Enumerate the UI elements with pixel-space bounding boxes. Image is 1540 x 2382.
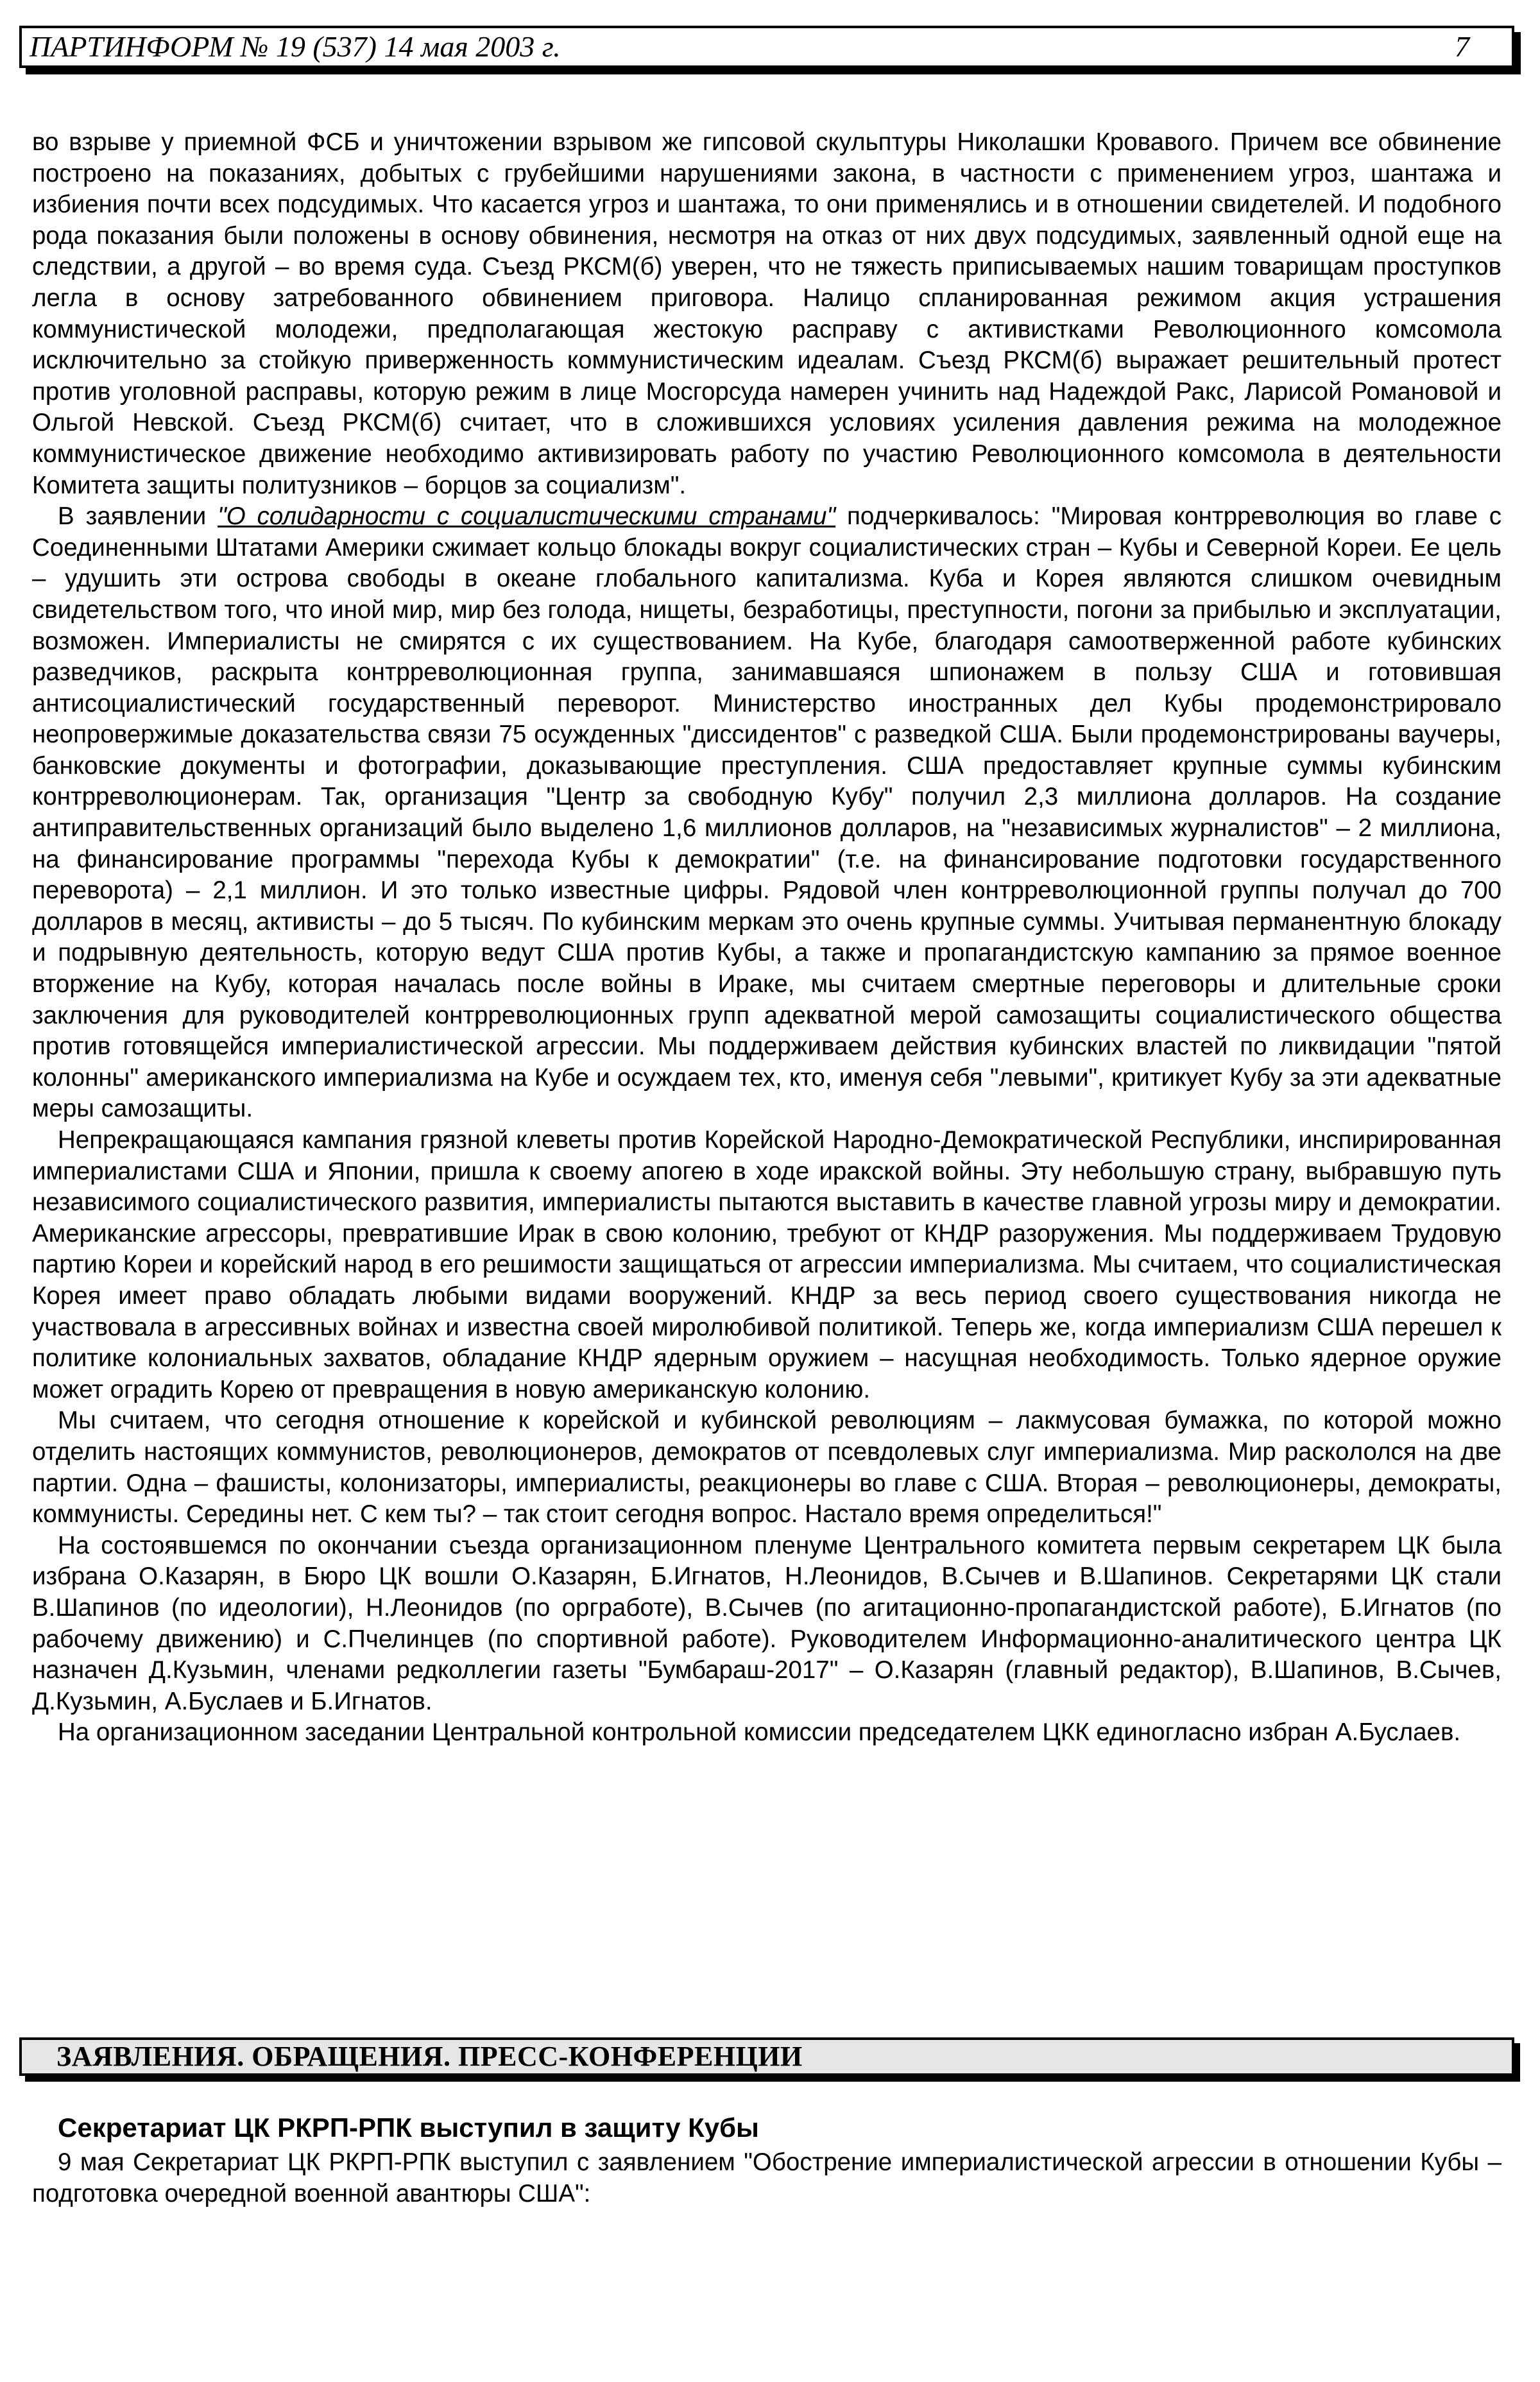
paragraph-text: подчеркивалось: "Мировая контрреволюция во главе с Соединенными Штатами Америки сжимает кольцо блокады вокруг социалистических стран – Кубы и Северной Кореи. Ее цель – удушить эти острова свободы в океане глобального капитализма. Куба и Корея являются слишком очевидным свидетельством того, что иной мир, мир без голода, нищеты, безработицы, преступности, погони за прибылью и эксплуатации, возможен. Империалисты не смирятся с их существованием. На Кубе, благодаря самоотверженной работе кубинских разведчиков, раскрыта контрреволюционная группа, занимавшаяся шпионажем в пользу США и готовившая антисоциалистический государственный переворот. Министерство иностранных дел Кубы продемонстрировало неопровержимые доказательства связи 75 осужденных "диссидентов" с разведкой США. Были продемонстрированы ваучеры, банковские документы и фотографии, доказывающие преступления. США предоставляет крупные суммы кубинским контрреволюционерам. Так, организация "Центр за свободную Кубу" получил 2,3 миллиона долларов. На создание антиправительственных организаций было выделено 1,6 миллионов долларов, на "независимых журналистов" – 2 миллиона, на финансирование программы "перехода Кубы к демократии" (т.е. на финансирование подготовки государственного переворота) – 2,1 миллион. И это только известные цифры. Рядовой член контрреволюционной группы получал до 700 долларов в месяц, активисты – до 5 тысяч. По кубинским меркам это очень крупные суммы. Учитывая перманентную блокаду и подрывную деятельность, которую ведут США против Кубы, а также и пропагандистскую кампанию за прямое военное вторжение на Кубу, которая началась после войны в Ираке, мы считаем смертные переговоры и длительные сроки заключения для руководителей контрреволюционных групп адекватной мерой самозащиты социалистического общества против готовящейся империалистической агрессии. Мы поддерживаем действия кубинских властей по ликвидации "пятой колонны" американского империализма на Кубе и осуждаем тех, кто, именуя себя "левыми", критикует Кубу за эти адекватные меры самозащиты. (32, 502, 1502, 1123)
article-body (32, 127, 1502, 1749)
paragraph-prefix: В заявлении (58, 502, 218, 531)
page-number: 7 (1455, 30, 1469, 63)
news-article (32, 2111, 1502, 2209)
paragraph-solidarity-statement (32, 501, 1502, 1125)
paragraph-continuation: во взрыве у приемной ФСБ и уничтожении взрывом же гипсовой скульптуры Николашки Кровавого. Причем все обвинение построено на показаниях, добытых с грубейшими нарушениями закона, в частности с применением угроз, шантажа и избиения почти всех подсудимых. Что касается угроз и шантажа, то они применялись и в отношении свидетелей. И подобного рода показания были положены в основу обвинения, несмотря на отказ от них двух подсудимых, заявленный одной еще на следствии, а другой – во время суда. Съезд РКСМ(б) уверен, что не тяжесть приписываемых нашим товарищам проступков легла в основу затребованного обвинением приговора. Налицо спланированная режимом акция устрашения коммунистической молодежи, предполагающая жестокую расправу с активистками Революционного комсомола исключительно за стойкую приверженность коммунистическим идеалам. Съезд РКСМ(б) выражает решительный протест против уголовной расправы, которую режим в лице Мосгорсуда намерен учинить над Надеждой Ракс, Ларисой Романовой и Ольгой Невской. Съезд РКСМ(б) считает, что в сложившихся условиях усиления давления режима на молодежное коммунистическое движение необходимо активизировать работу по участию Революционного комсомола в деятельности Комитета защиты политузников – борцов за социализм". (32, 128, 1502, 499)
running-header (19, 26, 1514, 68)
paragraph-plenum: На состоявшемся по окончании съезда организационном пленуме Центрального комитета первым секретарем ЦК была избрана О.Казарян, в Бюро ЦК вошли О.Казарян, Б.Игнатов, Н.Леонидов, В.Сычев и В.Шапинов. Секретарями ЦК стали В.Шапинов (по идеологии), Н.Леонидов (по оргработе), В.Сычев (по агитационно-пропагандистской работе), Б.Игнатов (по рабочему движению) и С.Пчелинцев (по спортивной работе). Руководителем Информационно-аналитического центра ЦК назначен Д.Кузьмин, членами редколлегии газеты "Бумбараш-2017" – О.Казарян (главный редактор), В.Шапинов, В.Сычев, Д.Кузьмин, А.Буслаев и Б.Игнатов. (32, 1531, 1502, 1715)
paragraph-control-commission: На организационном заседании Центральной контрольной комиссии председателем ЦКК единогласно избран А.Буслаев. (58, 1718, 1461, 1747)
statement-title-link[interactable]: "О солидарности с социалистическими странами" (218, 502, 836, 531)
paragraph-korea: Непрекращающаяся кампания грязной клеветы против Корейской Народно-Демократической Республики, инспирированная империалистами США и Японии, пришла к своему апогею в ходе иракской войны. Эту небольшую страну, выбравшую путь независимого социалистического развития, империалисты пытаются выставить в качестве главной угрозы миру и демократии. Американские агрессоры, превратившие Ирак в свою колонию, требуют от КНДР разоружения. Мы поддерживаем Трудовую партию Кореи и корейский народ в его решимости защищаться от агрессии империализма. Мы считаем, что социалистическая Корея имеет право обладать любыми видами вооружений. КНДР за весь период своего существования никогда не участвовала в агрессивных войнах и известна своей миролюбивой политикой. Теперь же, когда империализм США перешел к политике колониальных захватов, обладание КНДР ядерным оружием – насущная необходимость. Только ядерное оружие может оградить Корею от превращения в новую американскую колонию. (32, 1126, 1502, 1403)
section-heading-band (19, 2037, 1514, 2076)
publication-title: ПАРТИНФОРМ № 19 (537) 14 мая 2003 г. (30, 30, 561, 63)
article-lead: 9 мая Секретариат ЦК РКРП-РПК выступил с заявлением "Обострение империалистической агрессии в отношении Кубы – подготовка очередной военной авантюры США": (32, 2148, 1502, 2207)
article-headline: Секретариат ЦК РКРП-РПК выступил в защиту Кубы (58, 2112, 759, 2143)
section-title: ЗАЯВЛЕНИЯ. ОБРАЩЕНИЯ. ПРЕСС-КОНФЕРЕНЦИИ (56, 2041, 803, 2072)
paragraph-conclusion: Мы считаем, что сегодня отношение к корейской и кубинской революциям – лакмусовая бумажка, по которой можно отделить настоящих коммунистов, революционеров, демократов от псевдолевых слуг империализма. Мир раскололся на две партии. Одна – фашисты, колонизаторы, империалисты, реакционеры во главе с США. Вторая – революционеры, демократы, коммунисты. Середины нет. С кем ты? – так стоит сегодня вопрос. Настало время определиться!" (32, 1407, 1502, 1529)
